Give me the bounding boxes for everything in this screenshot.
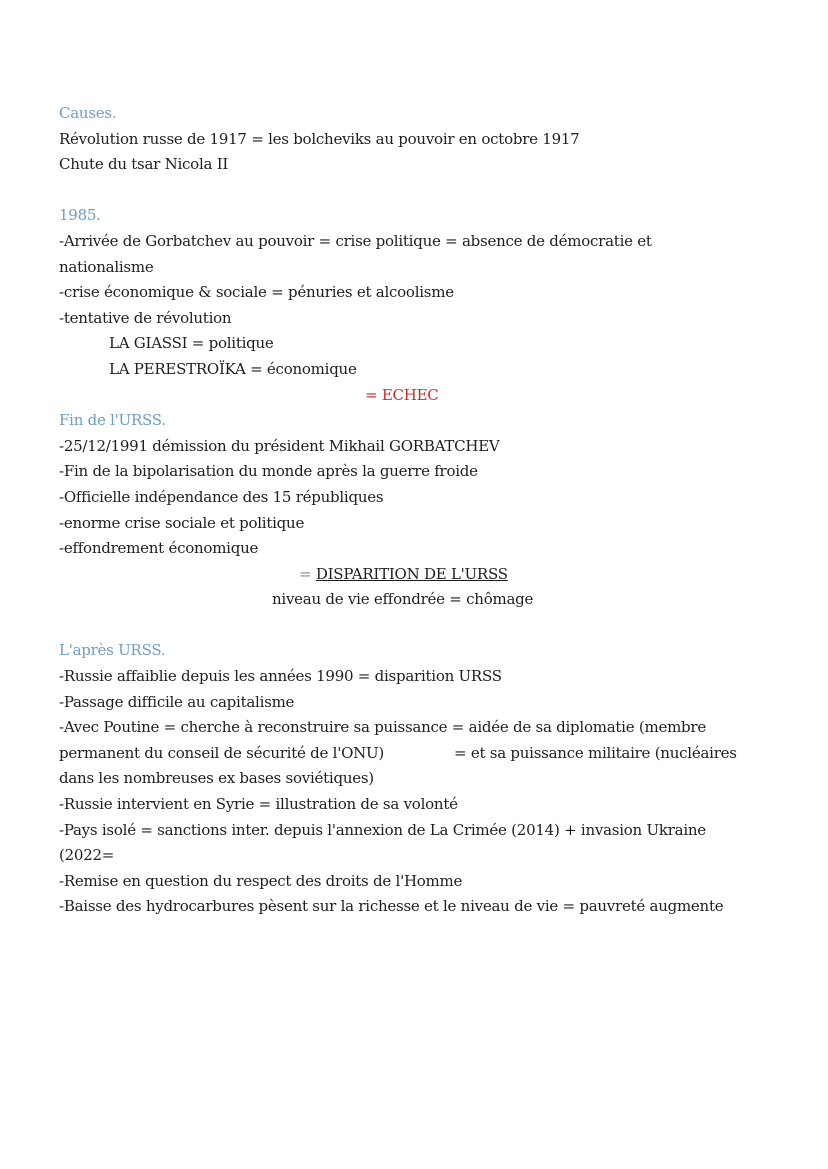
equals-sign: = [299,564,316,583]
heading-1985: 1985. [59,206,101,225]
text-line: Révolution russe de 1917 = les bolcheviks au pouvoir en octobre 1917 [59,129,580,148]
text-line: -tentative de révolution [59,308,232,327]
text-line: -Arrivée de Gorbatchev au pouvoir = crise politique = absence de démocratie et [59,231,652,250]
text-line: -effondrement économique [59,539,259,558]
text-line: -Avec Poutine = cherche à reconstruire sa puissance = aidée de sa diplomatie (membre [59,718,706,737]
text-line: -Passage difficile au capitalisme [59,692,295,711]
result-niveau-de-vie: niveau de vie effondrée = chômage [272,590,534,609]
text-line: -Baisse des hydrocarbures pèsent sur la richesse et le niveau de vie = pauvreté augmente [59,897,724,916]
text-line: -Fin de la bipolarisation du monde après la guerre froide [59,462,478,481]
heading-causes: Causes. [59,104,117,122]
text-line: -Remise en question du respect des droits de l'Homme [59,871,463,890]
heading-apres-urss: L'après URSS. [59,641,166,660]
text-line: Chute du tsar Nicola II [59,155,229,174]
text-line: nationalisme [59,257,154,276]
split-right-text: = et sa puissance militaire (nucléaires [453,743,737,762]
text-line-split [59,741,799,767]
text-line: dans les nombreuses ex bases soviétiques) [59,769,374,788]
text-line: -Officielle indépendance des 15 républiques [59,487,384,506]
split-left-text: permanent du conseil de sécurité de l'ONU) [59,743,384,762]
text-line: (2022= [59,846,115,865]
text-line: -Pays isolé = sanctions inter. depuis l'annexion de La Crimée (2014) + invasion Ukraine [59,820,706,839]
result-echec: = ECHEC [365,385,439,404]
heading-fin-urss: Fin de l'URSS. [59,411,166,430]
text-line: -crise économique & sociale = pénuries et alcoolisme [59,283,454,302]
text-line-indented: LA PERESTROÏKA = économique [109,359,357,378]
result-disparition-text: DISPARITION DE L'URSS [315,564,508,583]
text-line: -Russie intervient en Syrie = illustration de sa volonté [59,795,458,814]
text-line: -Russie affaiblie depuis les années 1990 = disparition URSS [59,667,502,686]
document-page [59,101,799,920]
result-disparition [59,562,799,588]
spacer [59,613,799,639]
spacer [59,178,799,204]
text-line: -25/12/1991 démission du président Mikhail GORBATCHEV [59,436,500,455]
text-line-indented: LA GIASSI = politique [109,334,274,353]
text-line: -enorme crise sociale et politique [59,513,305,532]
